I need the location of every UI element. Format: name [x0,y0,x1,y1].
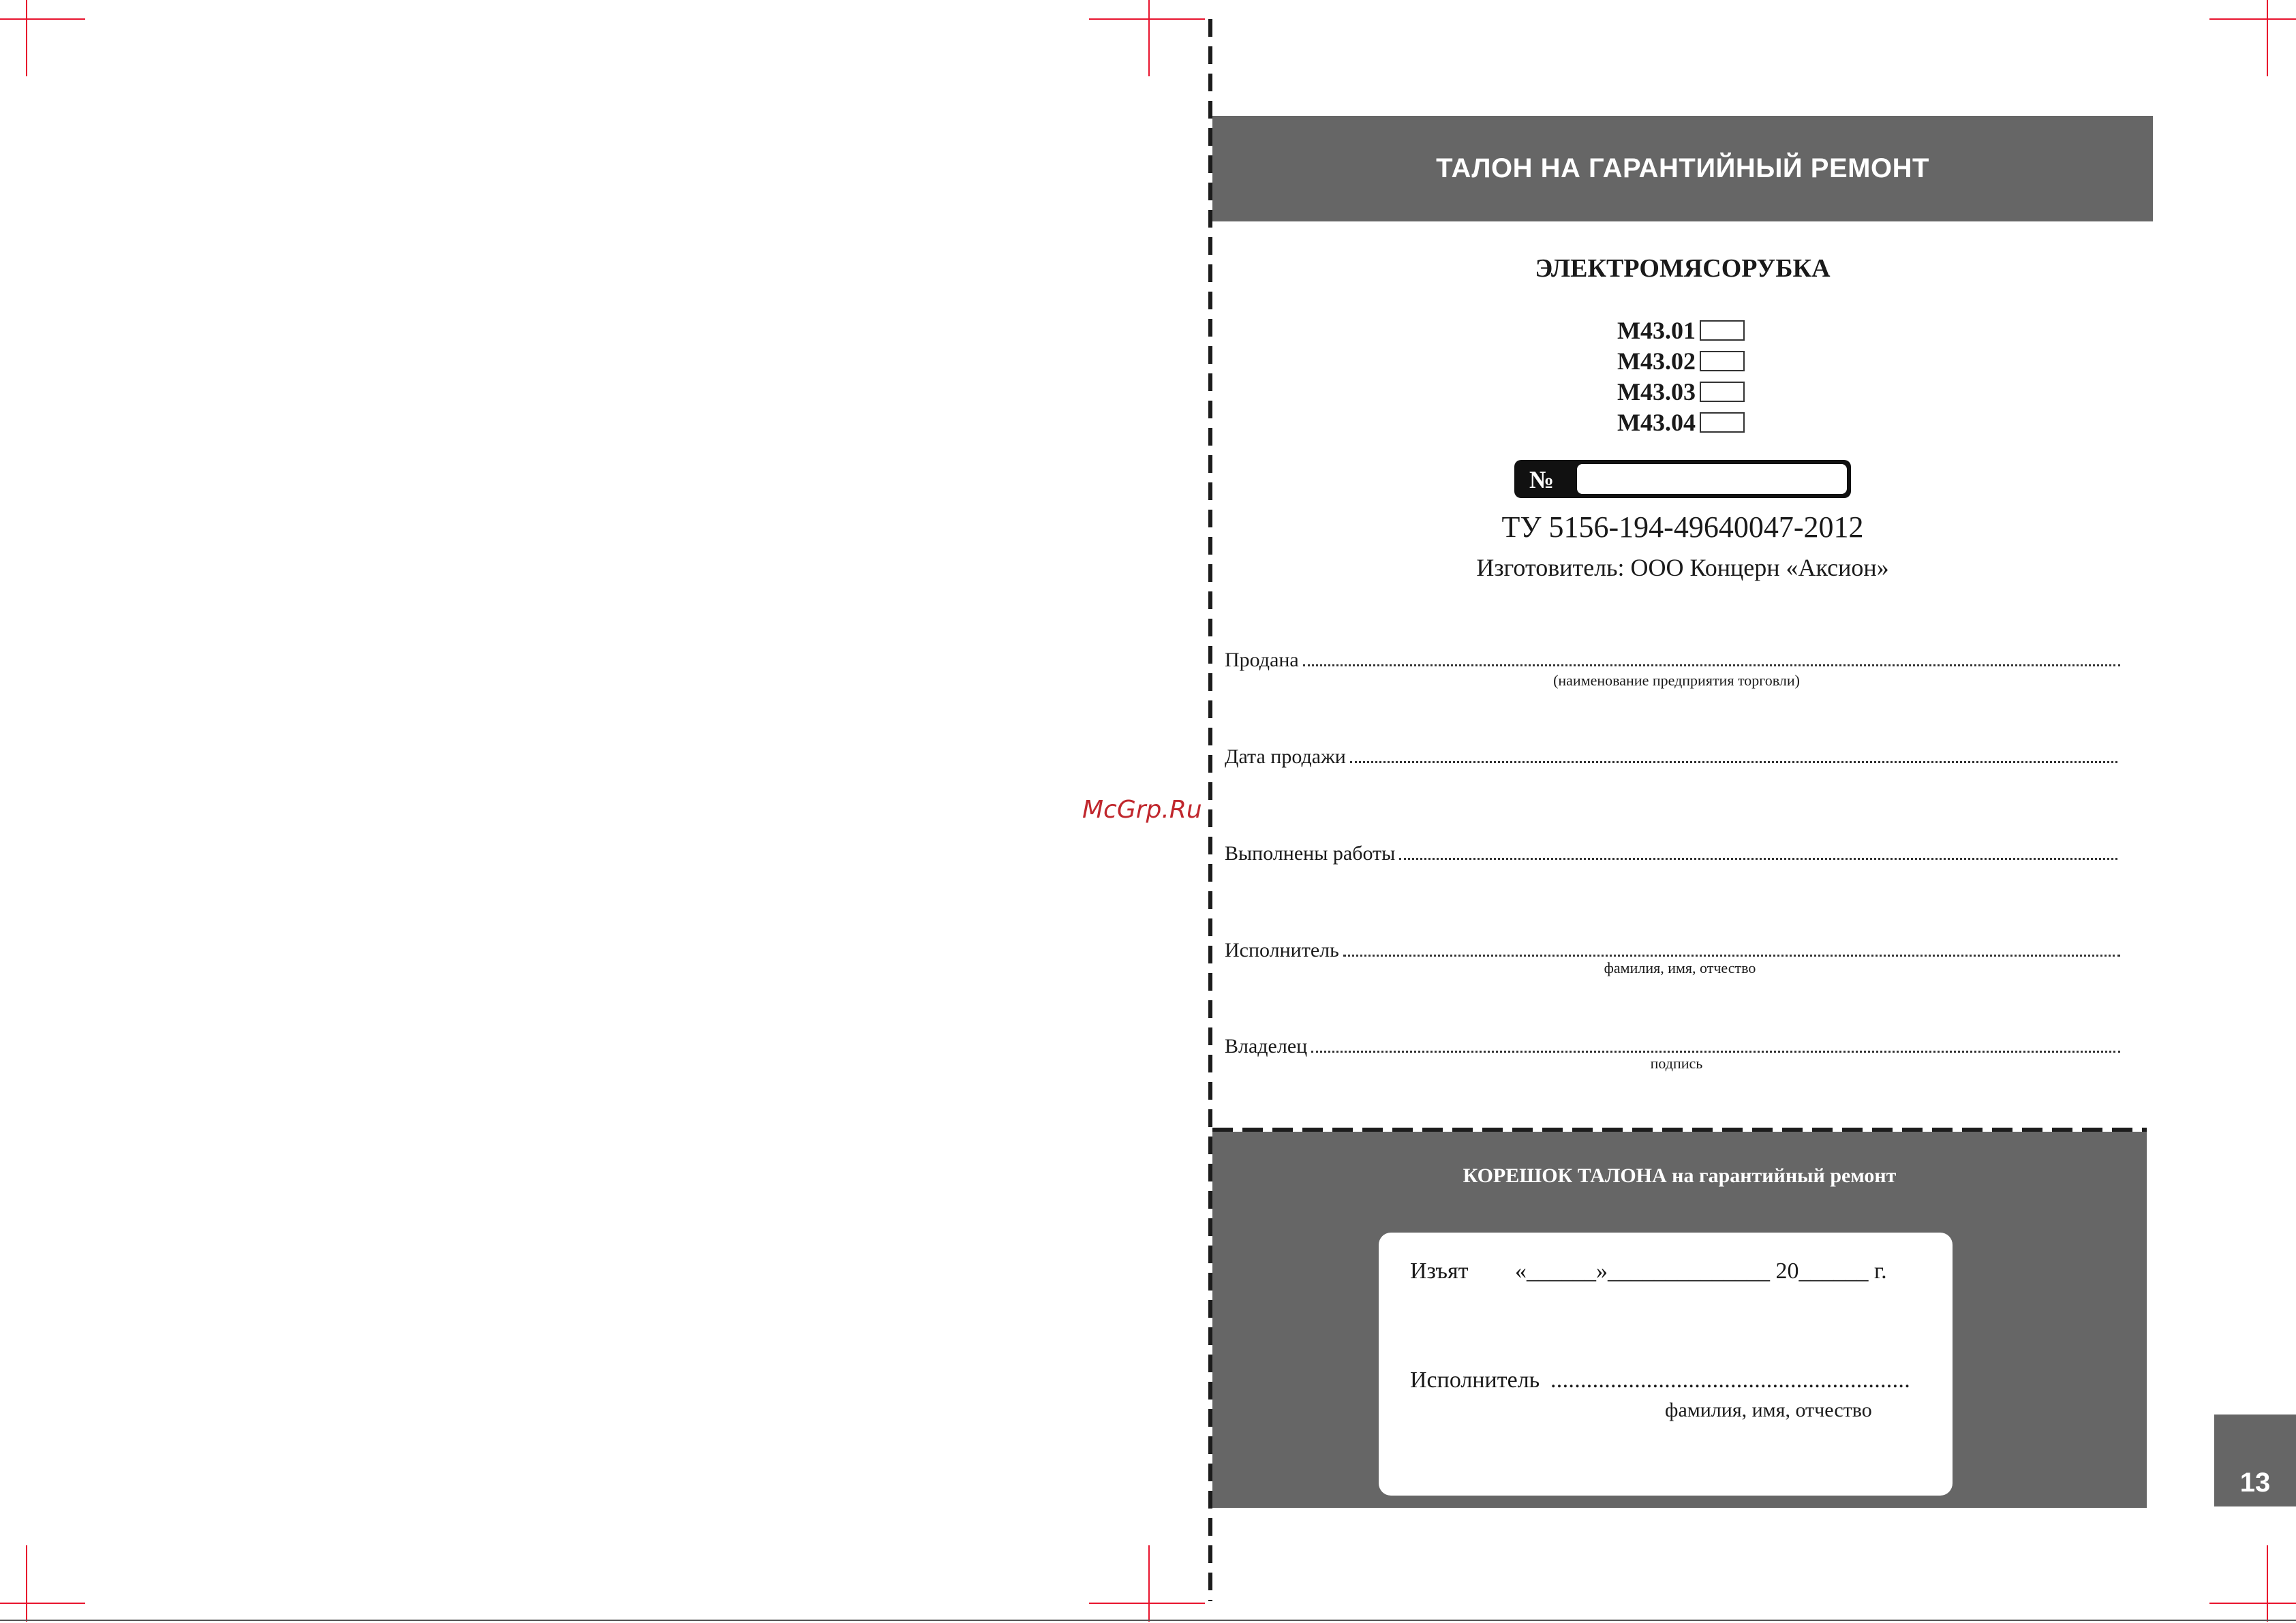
number-sign-label: № [1529,466,1555,493]
sale-date-field[interactable] [1225,745,2117,769]
model-checkbox[interactable] [1700,382,1745,402]
model-checkbox[interactable] [1700,320,1745,341]
model-row [1567,345,1772,376]
performer-dotted-line [1343,940,2120,957]
sold-label: Продана [1225,649,1299,671]
stub-performer-caption: фамилия, имя, отчество [1665,1399,1872,1421]
stub-performer-dotted-line[interactable]: ............................................................ [1550,1367,1910,1393]
stub-title: КОРЕШОК ТАЛОНА на гарантийный ремонт [1463,1164,1897,1187]
manufacturer: Изготовитель: ООО Концерн «Аксион» [1476,554,1889,581]
model-label: М43.04 [1617,408,1696,436]
tu-standard: ТУ 5156-194-49640047-2012 [1501,510,1864,544]
performer-caption: фамилия, имя, отчество [1604,959,1756,976]
page-number: 13 [2239,1468,2271,1498]
owner-label: Владелец [1225,1035,1308,1057]
bottom-rule [0,1620,2296,1621]
coupon-stub [1212,1132,2147,1508]
model-label: М43.02 [1617,347,1696,375]
model-checkbox[interactable] [1700,351,1745,371]
watermark: McGrp.Ru [1082,796,1202,824]
model-list [1567,315,1772,437]
stub-card [1379,1233,1953,1496]
model-label: М43.01 [1617,316,1696,344]
sold-dotted-line [1303,649,2120,666]
works-dotted-line [1399,843,2117,860]
model-checkbox[interactable] [1700,412,1745,433]
seized-label: Изъят [1410,1258,1469,1284]
sale-date-label: Дата продажи [1225,745,1346,768]
model-row [1567,376,1772,407]
serial-number-input[interactable] [1577,464,1847,494]
works-field[interactable] [1225,842,2117,865]
performer-label: Исполнитель [1225,939,1339,961]
serial-number-field [1514,460,1851,498]
model-row [1567,315,1772,345]
model-label: М43.03 [1617,377,1696,405]
stub-performer-label: Исполнитель [1410,1367,1540,1393]
model-row [1567,407,1772,437]
owner-caption: подпись [1650,1055,1703,1072]
sold-caption: (наименование предприятия торговли) [1553,672,1800,689]
performer-field[interactable] [1225,939,2120,962]
coupon-header [1212,116,2153,221]
product-name: ЭЛЕКТРОМЯСОРУБКА [1535,254,1831,283]
coupon-title: ТАЛОН НА ГАРАНТИЙНЫЙ РЕМОНТ [1436,153,1929,183]
seized-date-field[interactable]: «______»______________ 20______ г. [1515,1258,1887,1284]
sale-date-dotted-line [1350,746,2117,763]
page-number-tab [2214,1415,2296,1506]
sold-field[interactable] [1225,649,2120,672]
works-label: Выполнены работы [1225,842,1396,865]
owner-dotted-line [1311,1036,2120,1053]
